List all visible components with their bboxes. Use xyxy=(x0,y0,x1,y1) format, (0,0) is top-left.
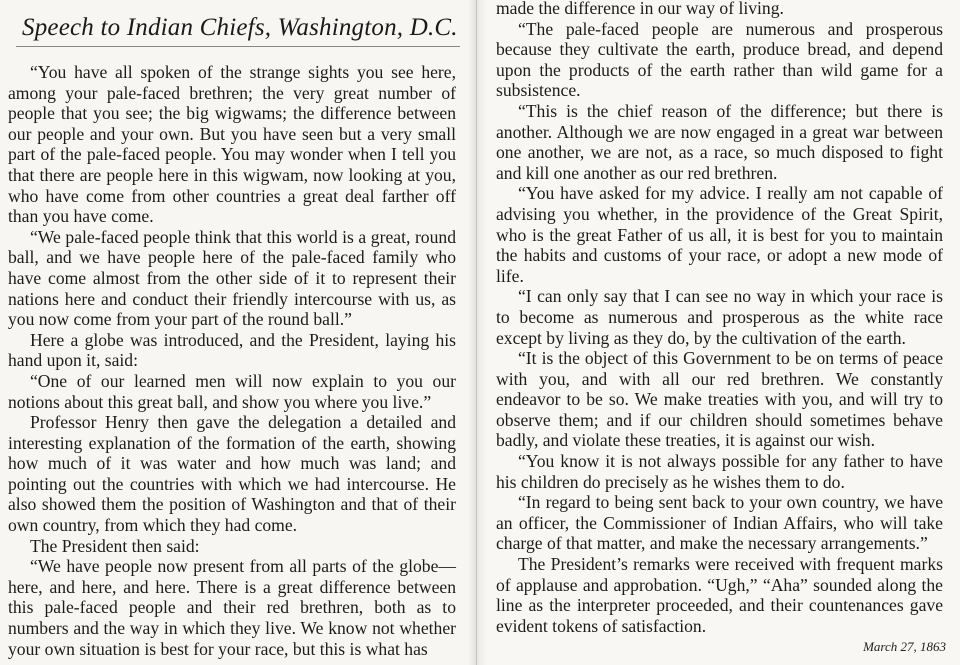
paragraph: “We pale-faced people think that this world is a great, round ball, and we have people here of the pale-faced family who have come almost from the other side of it to represent their nations here and conduct their friendly intercourse with us, as you now come from your part of the round ball.” xyxy=(8,226,456,330)
paragraph: “It is the object of this Government to be on terms of peace with you, and with all our red brethren. We constantly endeavor to be so. We make treaties with you, and will try to observe them; and if our children should sometimes behave badly, and violate these treaties, it is against our wish. xyxy=(496,348,943,451)
paragraph: “You know it is not always possible for any father to have his children do precisely as he wishes them to do. xyxy=(496,451,943,492)
paragraph: The President then said: xyxy=(30,535,200,556)
right-column xyxy=(496,0,943,636)
paragraph: “In regard to being sent back to your own country, we have an officer, the Commissioner of Indian Affairs, who will take charge of that matter, and make the necessary arrangements.” xyxy=(496,492,943,554)
title-rule xyxy=(16,46,460,47)
paragraph: “You have all spoken of the strange sights you see here, among your pale-faced brethren; the very great number of people that you see; the big wigwams; the difference between our people and your own. But you have seen but a very small part of the pale-faced people. You may wonder when I tell you that there are people here in this wigwam, now looking at you, who have come from other countries a great deal farther off than you have come. xyxy=(8,62,456,227)
left-column xyxy=(8,62,456,659)
page-title: Speech to Indian Chiefs, Washington, D.C. xyxy=(22,14,458,41)
paragraph: “You have asked for my advice. I really am not capable of advising you whether, in the providence of the Great Spirit, who is the great Father of us all, it is best for you to maintain the habits and customs of your race, or adopt a new mode of life. xyxy=(496,183,943,286)
paragraph: “This is the chief reason of the difference; but there is another. Although we are now engaged in a great war between one another, we are not, as a race, so much disposed to fight and kill one another as our red brethren. xyxy=(496,100,943,183)
paragraph: “One of our learned men will now explain to you our notions about this great ball, and show you where you live.” xyxy=(8,370,456,412)
paragraph: Professor Henry then gave the delegation a detailed and interesting explanation of the formation of the earth, showing how much of it was water and how much was land; and pointing out the countries with which we had intercourse. He also showed them the position of Washington and that of their own country, from which they had come. xyxy=(8,412,456,536)
paragraph: The President’s remarks were received with frequent marks of applause and approbation. “Ugh,” “Aha” sounded along the line as the interpreter proceeded, and their countenances gave evident tokens of satisfaction. xyxy=(496,554,943,636)
paragraph: “The pale-faced people are numerous and prosperous because they cultivate the earth, produce bread, and depend upon the products of the earth rather than wild game for a subsistence. xyxy=(496,18,943,101)
paragraph: “I can only say that I can see no way in which your race is to become as numerous and prosperous as the white race except by living as they do, by the cultivation of the earth. xyxy=(496,286,943,348)
paragraph: made the difference in our way of living. xyxy=(496,0,784,18)
dateline: March 27, 1863 xyxy=(863,639,946,654)
paragraph: “We have people now present from all parts of the globe—here, and here, and here. There is a great difference between this pale-faced people and their red brethren, both as to numbers and the way in which they live. We know not whether your own situation is best for your race, but this is what has xyxy=(8,556,456,659)
paragraph: Here a globe was introduced, and the President, laying his hand upon it, said: xyxy=(8,329,456,371)
left-page xyxy=(0,0,477,665)
